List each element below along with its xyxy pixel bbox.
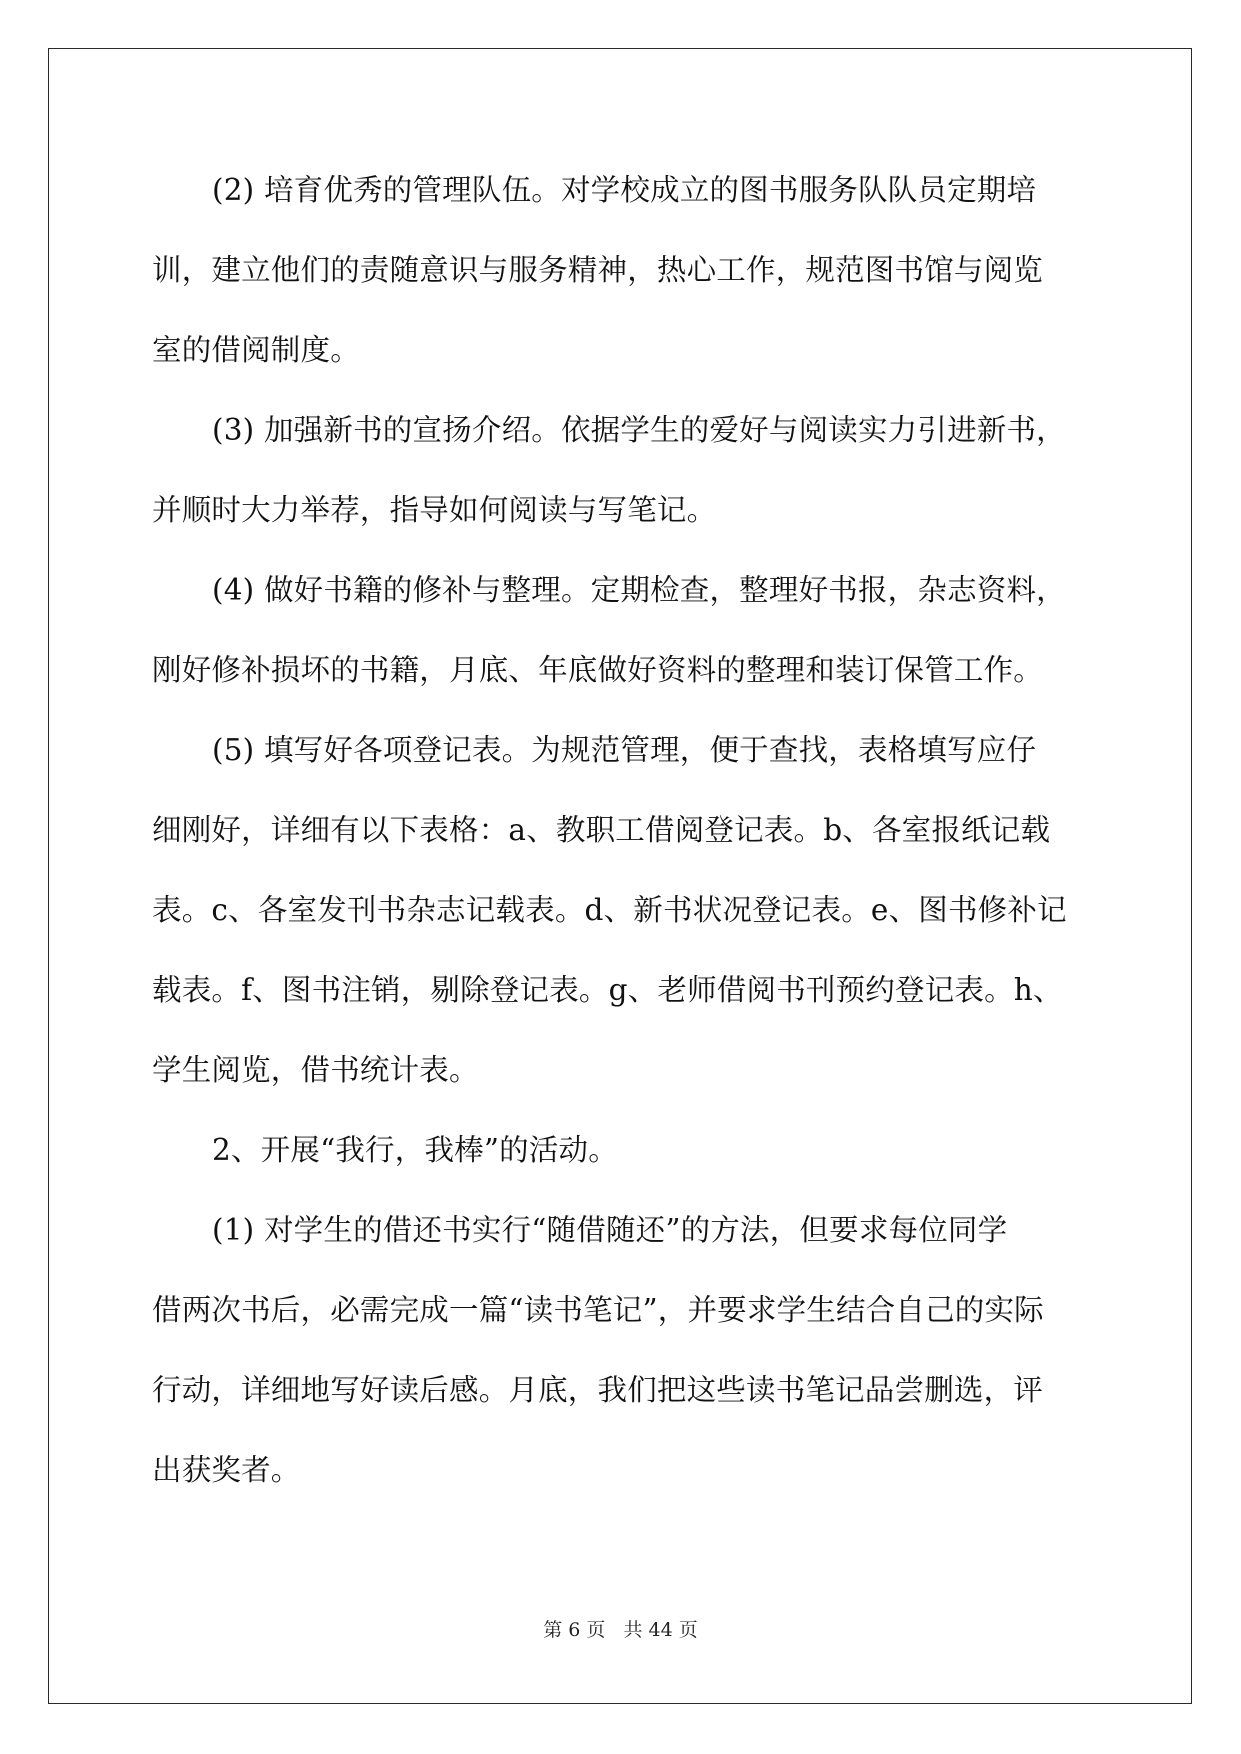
paragraph-4-line-2: 刚好修补损坏的书籍，月底、年底做好资料的整理和装订保管工作。 (152, 653, 1044, 687)
paragraph-1-line-4: 出获奖者。 (152, 1453, 301, 1487)
paragraph-5-line-3: 表。c、各室发刊书杂志记载表。d、新书状况登记表。e、图书修补记 (152, 893, 1067, 927)
paragraph-2-line-3: 室的借阅制度。 (152, 333, 360, 367)
paragraph-1-line-1: (1) 对学生的借还书实行“随借随还”的方法，但要求每位同学 (212, 1213, 1008, 1247)
paragraph-4-line-1: (4) 做好书籍的修补与整理。定期检查，整理好书报，杂志资料， (212, 573, 1066, 607)
paragraph-3-line-1: (3) 加强新书的宣扬介绍。依据学生的爱好与阅读实力引进新书， (212, 413, 1066, 447)
paragraph-5-line-1: (5) 填写好各项登记表。为规范管理，便于查找，表格填写应仔 (212, 733, 1037, 767)
paragraph-2-line-1: (2) 培育优秀的管理队伍。对学校成立的图书服务队队员定期培 (212, 173, 1037, 207)
paragraph-1-line-2: 借两次书后，必需完成一篇“读书笔记”，并要求学生结合自己的实际 (152, 1293, 1044, 1327)
page-number-footer: 第 6 页 共 44 页 (543, 1619, 698, 1641)
paragraph-5-line-5: 学生阅览，借书统计表。 (152, 1053, 479, 1087)
paragraph-1-line-3: 行动，详细地写好读后感。月底，我们把这些读书笔记品尝删选，评 (152, 1373, 1044, 1407)
paragraph-5-line-2: 细刚好，详细有以下表格：a、教职工借阅登记表。b、各室报纸记载 (152, 813, 1051, 847)
paragraph-3-line-2: 并顺时大力举荐，指导如何阅读与写笔记。 (152, 493, 717, 527)
section-heading-2: 2、开展“我行，我棒”的活动。 (212, 1133, 618, 1167)
paragraph-2-line-2: 训，建立他们的责随意识与服务精神，热心工作，规范图书馆与阅览 (152, 253, 1044, 287)
paragraph-5-line-4: 载表。f、图书注销，剔除登记表。g、老师借阅书刊预约登记表。h、 (152, 973, 1063, 1007)
